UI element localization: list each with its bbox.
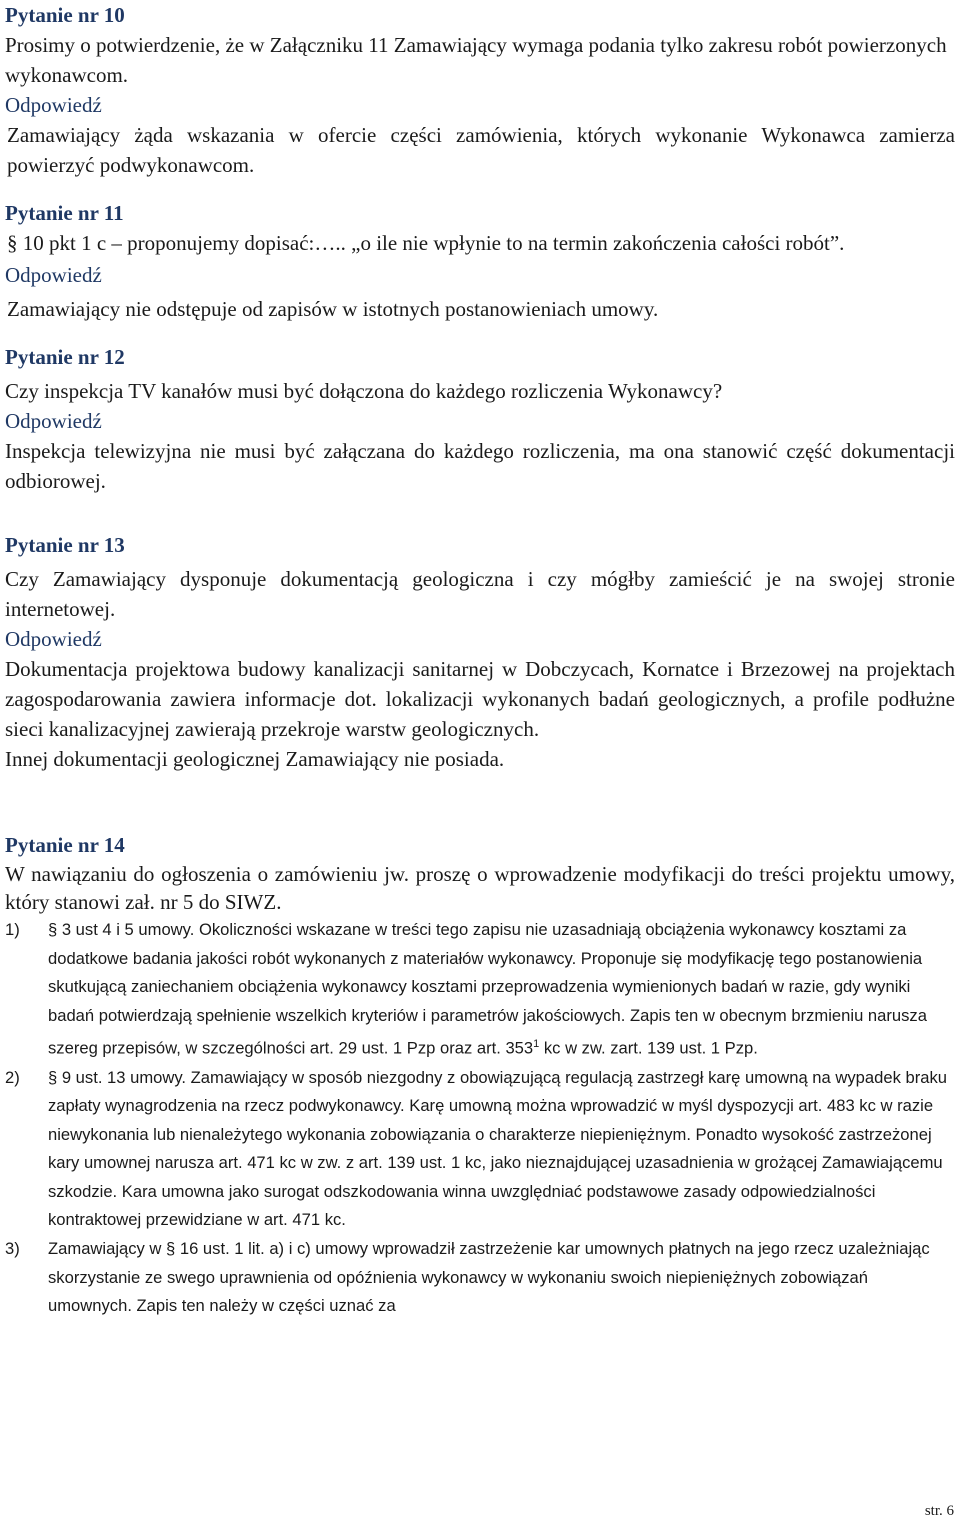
question-title: Pytanie nr 13 <box>5 533 125 557</box>
document-page <box>5 0 955 1321</box>
question-text: § 10 pkt 1 c – proponujemy dopisać:….. „o ile nie wpłynie to na termin zakończenia całości robót”. <box>7 231 845 255</box>
question-10 <box>5 0 955 180</box>
list-item-text: § 9 ust. 13 umowy. Zamawiający w sposób niezgodny z obowiązującą regulacją zastrzegł karę umowną na wypadek braku zapłaty wynagrodzenia na rzecz podwykonawcy. Karę umowną można wprowadzić w myśl dyspozycji art. 483 kc w razie niewykonania lub nienależytego wykonania zobowiązania o charakterze niepieniężnym. Ponadto wysokość zastrzeżonej kary umownej narusza art. 471 kc w zw. z art. 139 ust. 1 kc, jako nieznajdującej uzasadnienia w grożącej Zamawiającemu szkodzie. Kara umowna jako surogat odszkodowania winna uwzględniać podstawowe zasady odpowiedzialności kontraktowej przewidziane w art. 471 kc. <box>48 1067 947 1230</box>
list-item-text: § 3 ust 4 i 5 umowy. Okoliczności wskazane w treści tego zapisu nie uzasadniają obciążenia wykonawcy kosztami za dodatkowe badania jakości robót wykonanych z materiałów wykonawcy. Proponuje się modyfikację tego postanowienia skutkującą zaniechaniem obciążenia wykonawcy kosztami przeprowadzenia wymienionych badań w razie, gdy wyniki badań potwierdzają spełnienie wszelkich kryteriów i parametrów jakościowych. Zapis ten w obecnym brzmieniu narusza szereg przepisów, w szczególności art. 29 ust. 1 Pzp oraz art. 353 <box>48 920 927 1058</box>
question-text: Czy inspekcja TV kanałów musi być dołączona do każdego rozliczenia Wykonawcy? <box>5 379 723 403</box>
question-title: Pytanie nr 14 <box>5 833 125 857</box>
answer-label: Odpowiedź <box>5 263 102 287</box>
question-13 <box>5 530 955 774</box>
list-item-number: 1) <box>5 920 20 939</box>
list-item <box>5 916 955 1064</box>
question-text: Prosimy o potwierdzenie, że w Załączniku 11 Zamawiający wymaga podania tylko zakresu robót powierzonych wykonawcom. <box>5 33 947 87</box>
list-item <box>5 1064 955 1236</box>
list-item <box>5 1235 955 1321</box>
question-text: W nawiązaniu do ogłoszenia o zamówieniu jw. proszę o wprowadzenie modyfikacji do treści projektu umowy, który stanowi zał. nr 5 do SIWZ. <box>5 862 955 914</box>
list-item-text-after: kc w zw. zart. 139 ust. 1 Pzp. <box>539 1038 758 1058</box>
page-number: str. 6 <box>924 1503 954 1519</box>
question-title: Pytanie nr 11 <box>5 201 124 225</box>
list-item-number: 2) <box>5 1067 20 1087</box>
list-item-number: 3) <box>5 1239 20 1259</box>
question-text: Czy Zamawiający dysponuje dokumentacją geologiczna i czy mógłby zamieścić je na swojej stronie internetowej. <box>5 567 955 621</box>
question-title: Pytanie nr 12 <box>5 345 125 369</box>
answer-text: Innej dokumentacji geologicznej Zamawiający nie posiada. <box>5 747 505 771</box>
answer-text: Dokumentacja projektowa budowy kanalizacji sanitarnej w Dobczycach, Kornatce i Brzezowej na projektach zagospodarowania zawiera informacje dot. lokalizacji wykonanych badań geologicznych, a profile podłużne sieci kanalizacyjnej zawierają przekroje warstw geologicznych. <box>5 657 955 741</box>
question-14 <box>5 830 955 916</box>
answer-text: Zamawiający żąda wskazania w ofercie części zamówienia, których wykonanie Wykonawca zamierza powierzyć podwykonawcom. <box>7 123 955 177</box>
answer-text: Inspekcja telewizyjna nie musi być załączana do każdego rozliczenia, ma ona stanowić część dokumentacji odbiorowej. <box>5 439 955 493</box>
list-item-text: Zamawiający w § 16 ust. 1 lit. a) i c) umowy wprowadził zastrzeżenie kar umownych płatnych na jego rzecz uzależniając skorzystanie ze swego uprawnienia od opóźnienia wykonawcy w wykonaniu swoich niepieniężnych zobowiązań umownych. Zapis ten należy w części uznać za <box>48 1239 930 1316</box>
question-title: Pytanie nr 10 <box>5 3 125 27</box>
question-11 <box>5 198 955 324</box>
answer-label: Odpowiedź <box>5 409 102 433</box>
question-12 <box>5 342 955 496</box>
answer-label: Odpowiedź <box>5 627 102 651</box>
answer-label: Odpowiedź <box>5 93 102 117</box>
points-list <box>5 916 955 1321</box>
answer-text: Zamawiający nie odstępuje od zapisów w istotnych postanowieniach umowy. <box>7 297 659 321</box>
superscript: 1 <box>533 1038 540 1051</box>
